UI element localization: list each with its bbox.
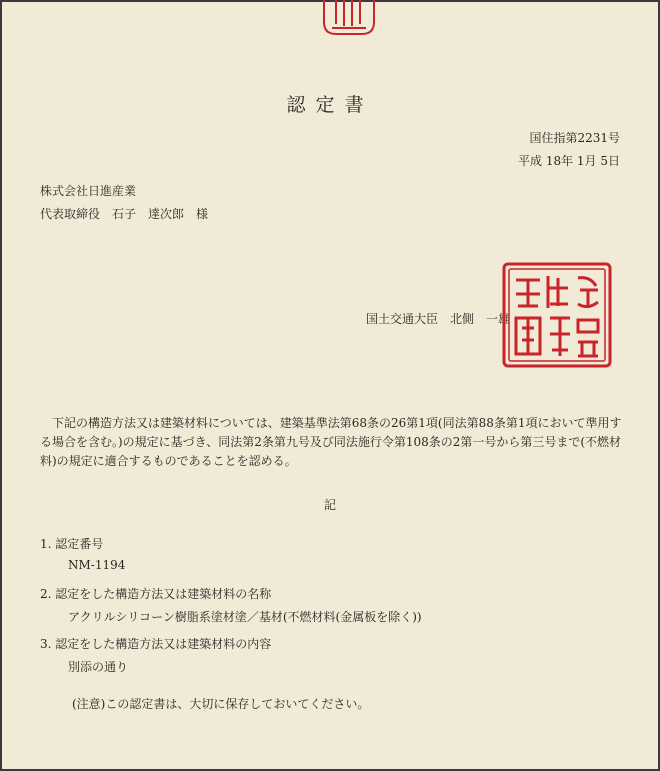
top-seal-stamp	[320, 0, 378, 42]
document-number: 国住指第2231号	[529, 131, 620, 145]
item-2-heading: 2. 認定をした構造方法又は建築材料の名称	[40, 587, 272, 601]
company-name: 株式会社日進産業	[40, 184, 137, 198]
item-3-value: 別添の通り	[68, 660, 129, 674]
item-1-value: NM-1194	[68, 558, 126, 572]
official-seal-stamp	[498, 258, 616, 372]
recipient-name: 代表取締役 石子 達次郎 様	[40, 207, 209, 221]
issuer-name: 国土交通大臣 北側 一雄	[366, 312, 511, 326]
certification-body-text: 下記の構造方法又は建築材料については、建築基準法第68条の26第1項(同法第88条第1項において準用する場合を含む。)の規定に基づき、同法第2条第九号及び同法施行令第108条の2第一号から第三号まで(不燃材料)の規定に適合するものであることを認める。	[40, 416, 622, 468]
item-3-heading: 3. 認定をした構造方法又は建築材料の内容	[40, 637, 272, 651]
document-title: 認定書	[286, 94, 374, 116]
storage-note: (注意)この認定書は、大切に保存しておいてください。	[72, 697, 370, 711]
issue-date: 平成 18年 1月 5日	[518, 154, 620, 168]
ki-heading: 記	[323, 498, 336, 512]
item-1-heading: 1. 認定番号	[40, 537, 104, 551]
item-2-value: アクリルシリコーン樹脂系塗材塗／基材(不燃材料(金属板を除く))	[68, 610, 422, 624]
